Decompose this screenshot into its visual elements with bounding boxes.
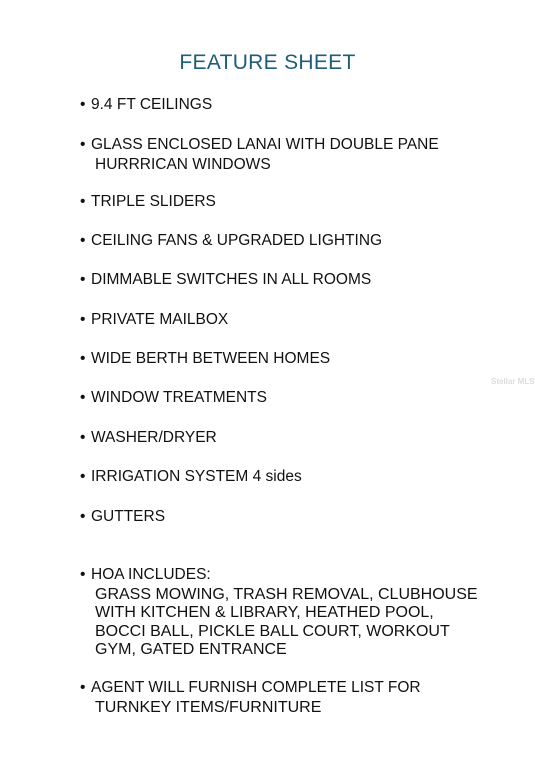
feature-item-sliders — [80, 192, 216, 212]
feature-text: IRRIGATION SYSTEM 4 sides — [91, 468, 302, 485]
feature-item-hoa — [80, 565, 211, 585]
bullet: • — [80, 271, 86, 288]
bullet: • — [80, 566, 86, 583]
feature-text: AGENT WILL FURNISH COMPLETE LIST FOR — [91, 679, 421, 696]
feature-item-washer-dryer — [80, 428, 217, 448]
bullet: • — [80, 311, 86, 328]
hoa-detail-line: BOCCI BALL, PICKLE BALL COURT, WORKOUT — [95, 623, 450, 640]
feature-text: WIDE BERTH BETWEEN HOMES — [91, 350, 331, 367]
feature-text: TRIPLE SLIDERS — [91, 193, 216, 210]
bullet: • — [80, 350, 86, 367]
feature-text: 9.4 FT CEILINGS — [91, 96, 213, 113]
bullet: • — [80, 429, 86, 446]
feature-item-agent — [80, 678, 421, 698]
page-title: FEATURE SHEET — [179, 51, 356, 74]
feature-item-agent-continuation: TURNKEY ITEMS/FURNITURE — [95, 699, 322, 716]
bullet: • — [80, 193, 86, 210]
bullet: • — [80, 389, 86, 406]
feature-item-wide-berth — [80, 349, 330, 369]
bullet: • — [80, 468, 86, 485]
feature-text: GLASS ENCLOSED LANAI WITH DOUBLE PANE — [91, 136, 439, 153]
feature-text: DIMMABLE SWITCHES IN ALL ROOMS — [91, 271, 372, 288]
feature-text: GUTTERS — [91, 508, 166, 525]
feature-item-ceilings — [80, 95, 212, 115]
feature-item-lanai — [80, 135, 439, 155]
bullet: • — [80, 679, 86, 696]
feature-item-fans-lighting — [80, 231, 382, 251]
feature-item-dimmable-switches — [80, 270, 371, 290]
bullet: • — [80, 96, 86, 113]
feature-text: CEILING FANS & UPGRADED LIGHTING — [91, 232, 383, 249]
feature-text: HOA INCLUDES: — [91, 566, 211, 583]
feature-text: PRIVATE MAILBOX — [91, 311, 229, 328]
hoa-detail-line: GYM, GATED ENTRANCE — [95, 641, 287, 658]
watermark: Stellar MLS — [491, 377, 535, 386]
feature-text: WINDOW TREATMENTS — [91, 389, 267, 406]
feature-item-lanai-continuation: HURRRICAN WINDOWS — [95, 156, 271, 173]
hoa-detail-line: GRASS MOWING, TRASH REMOVAL, CLUBHOUSE — [95, 586, 478, 603]
bullet: • — [80, 508, 86, 525]
feature-item-gutters — [80, 507, 165, 527]
bullet: • — [80, 136, 86, 153]
feature-item-mailbox — [80, 310, 228, 330]
bullet: • — [80, 232, 86, 249]
hoa-detail-line: WITH KITCHEN & LIBRARY, HEATHED POOL, — [95, 604, 434, 621]
feature-text: WASHER/DRYER — [91, 429, 217, 446]
feature-item-irrigation — [80, 467, 302, 487]
feature-item-window-treatments — [80, 388, 267, 408]
